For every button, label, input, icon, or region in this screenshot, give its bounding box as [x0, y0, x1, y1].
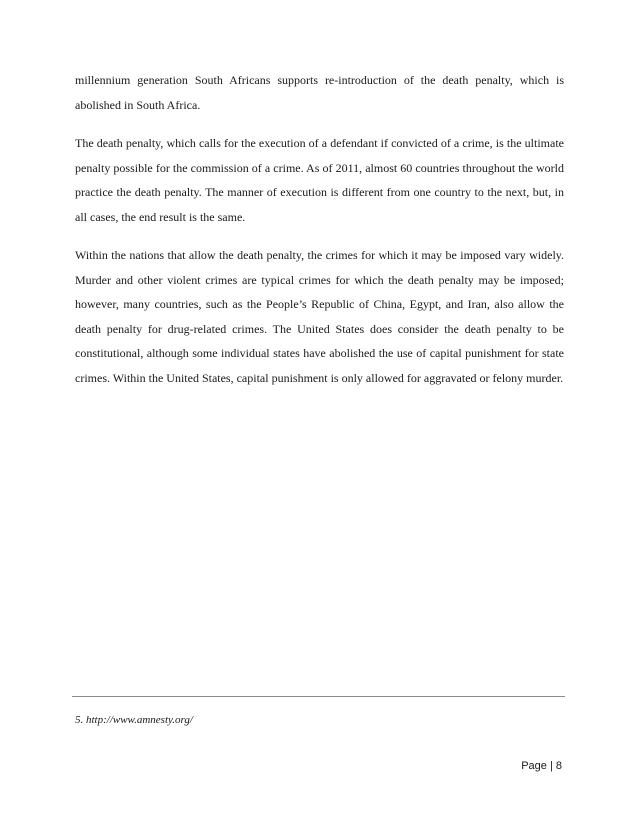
paragraph-continuation: millennium generation South Africans supports re-introduction of the death penalty, which is abolished in South Africa.: [75, 73, 564, 112]
body-text: [75, 68, 564, 404]
paragraph-crimes-imposed: Within the nations that allow the death penalty, the crimes for which it may be imposed vary widely. Murder and other violent crimes are typical crimes for which the death penalty may be imposed; however, many countries, such as the People’s Republic of China, Egypt, and Iran, also allow the death penalty for drug-related crimes. The United States does consider the death penalty to be constitutional, although some individual states have abolished the use of capital punishment for state crimes. Within the United States, capital punishment is only allowed for aggravated or felony murder.: [75, 248, 564, 385]
footnote: 5. http://www.amnesty.org/: [75, 714, 193, 726]
footnote-separator: [72, 696, 565, 697]
paragraph-death-penalty-definition: The death penalty, which calls for the execution of a defendant if convicted of a crime, is the ultimate penalty possible for the commission of a crime. As of 2011, almost 60 countries throughout the world practice the death penalty. The manner of execution is different from one country to the next, but, in all cases, the end result is the same.: [75, 136, 564, 224]
page-number: Page | 8: [521, 760, 562, 772]
